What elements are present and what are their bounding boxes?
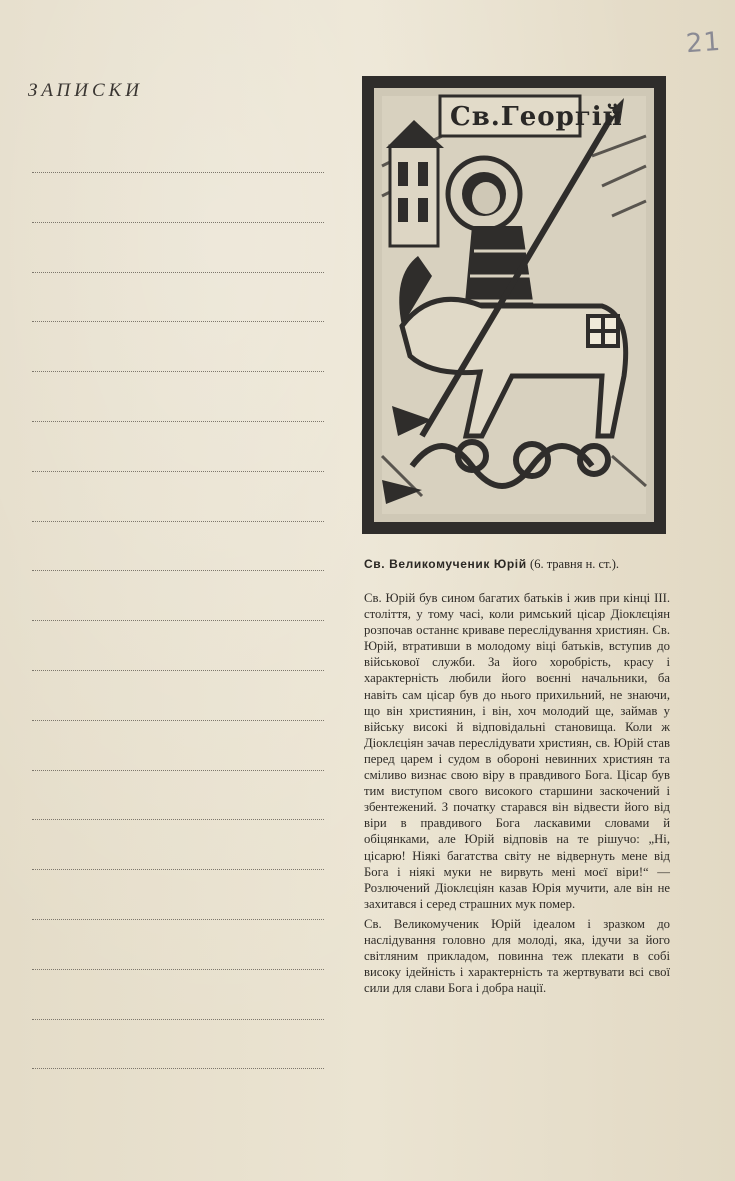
note-line — [32, 869, 324, 870]
note-line — [32, 969, 324, 970]
article-text — [364, 590, 670, 996]
note-line — [32, 371, 324, 372]
note-line — [32, 1068, 324, 1069]
woodcut-illustration — [362, 76, 666, 534]
note-line — [32, 471, 324, 472]
note-line — [32, 570, 324, 571]
note-line — [32, 521, 324, 522]
note-line — [32, 770, 324, 771]
note-line — [32, 620, 324, 621]
woodcut-inscription: Св.Георгій — [450, 102, 623, 132]
note-line — [32, 272, 324, 273]
article-paragraph: Св. Юрій був сином багатих батьків і жив при кінці III. століття, у тому часі, коли римський цісар Діоклєціян розпочав останнє криваве переслідування християн. Св. Юрій, втративши в молодому віці батьків, вступив до військової служби. За його хоробрість, красу і характерність любили його воєнні начальники, ба навіть сам цісар був до нього прихильний, не знаючи, що він християнин, і він, хоч молодий ще, займав у війську високі й відповідальні становища. Коли ж Діоклєціян зачав переслідувати християн, св. Юрій став перед царем і судом в обороні невинних християн та сміливо визнає свою віру в правдивого Бога. Цісар був тим виступом свого високого старшини заскочений і збентежений. З початку старався він відвести його від віри в правдивого Бога ласкавими словами й обіцянками, але Юрій відповів на те рішучо: „Ні, цісарю! Ніякі багатства світу не відвернуть мене від Бога і ніякі муки не вирвуть мені моєї віри!“ — Розлючений Діоклєціян казав Юрія мучити, але він не захитався і серед страшних мук помер. — [364, 591, 670, 911]
caption-date: (6. травня н. ст.). — [530, 557, 619, 571]
note-line — [32, 919, 324, 920]
notes-title: ЗАПИСКИ — [28, 80, 143, 101]
note-line — [32, 222, 324, 223]
note-line — [32, 720, 324, 721]
note-line — [32, 421, 324, 422]
caption-title: Св. Великомученик Юрій — [364, 557, 527, 571]
page-number: 21 — [684, 26, 723, 60]
st-george-woodcut — [362, 76, 666, 534]
note-line — [32, 1019, 324, 1020]
note-line — [32, 670, 324, 671]
article-paragraph: Св. Великомученик Юрій ідеалом і зразком до наслідування головно для молоді, яка, ідучи за його світляним прикладом, повинна теж плекати в собі високу ідейність і характерність та жертвувати всі свої сили для слави Бога і добра нації. — [364, 916, 670, 996]
note-line — [32, 819, 324, 820]
illustration-caption — [364, 556, 674, 572]
note-line — [32, 321, 324, 322]
note-line — [32, 172, 324, 173]
notes-lines — [32, 172, 324, 1118]
